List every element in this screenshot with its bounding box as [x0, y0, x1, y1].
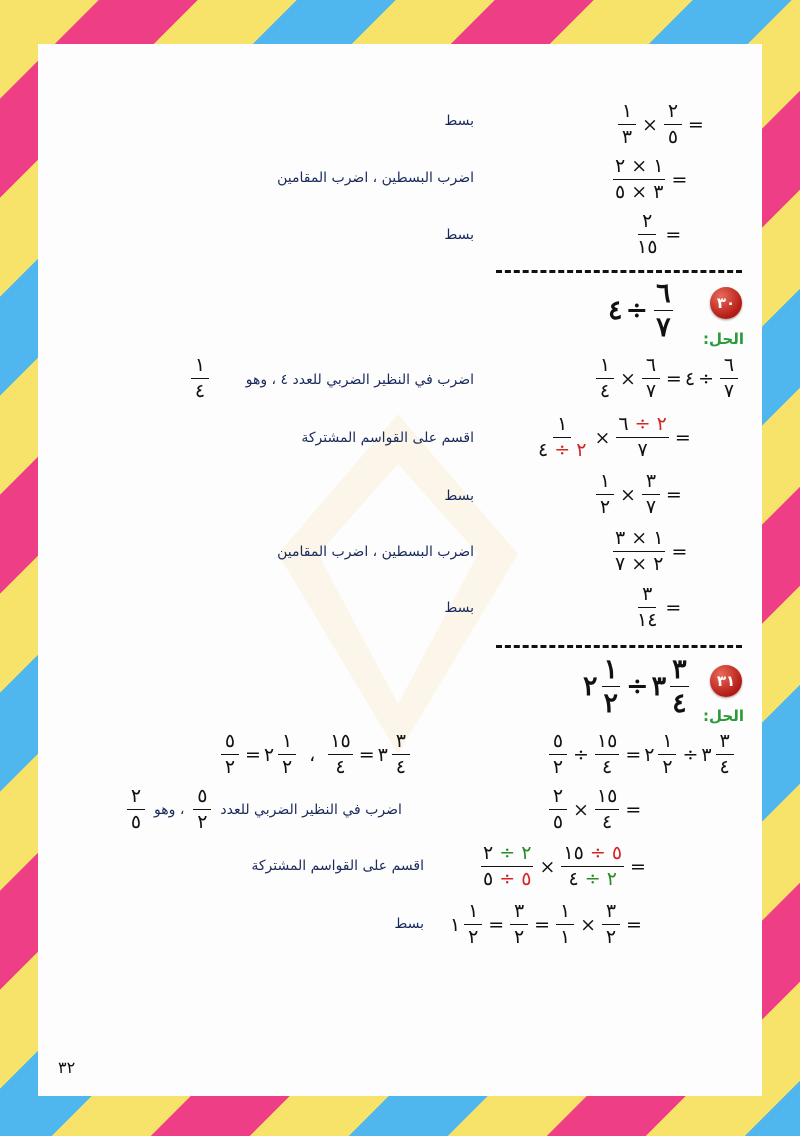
fraction: $\frac{١٥}{٤}$ [596, 785, 618, 833]
fraction: $\frac{١}{٤}$ [191, 356, 209, 401]
q31-row1-side-equation: $\frac{٥}{٢}$ = ٢ $\frac{١}{٢}$ ، $\frac{١٥}{٤}$ = ٣ $\frac{٣}{٤}$ [218, 732, 413, 777]
fraction: $\frac{١}{٢ \div ٤}$ [538, 413, 587, 461]
q30-row4-note: اضرب البسطين ، اضرب المقامين [277, 544, 474, 560]
fraction: $\frac{١ \times ٢}{٣ \times ٥}$ [615, 155, 664, 203]
q30-row1-note: اضرب في النظير الضربي للعدد ٤ ، وهو [245, 372, 474, 388]
fraction: $\frac{٣}{٤}$ [716, 732, 734, 777]
top-row1-equation: $\frac{١}{٣}$ × $\frac{٢}{٥}$ = [615, 102, 707, 147]
fraction: $\frac{١}{٤}$ [596, 356, 614, 401]
fraction: $\frac{٢ \div ٦}{٧}$ [618, 413, 667, 461]
top-row2-equation: $\frac{١ \times ٢}{٣ \times ٥}$ = [615, 155, 688, 203]
fraction: $\frac{١٥}{٤}$ [330, 730, 351, 778]
q30-row2-note: اقسم على القواسم المشتركة [301, 430, 474, 446]
fraction: $\frac{٣}{١٤}$ [637, 583, 658, 631]
q31-row1-equation: $\frac{٥}{٢}$ ÷ $\frac{١٥}{٤}$ = ٢ $\frac{١}{٢}$ ÷ ٣ $\frac{٣}{٤}$ [546, 732, 737, 777]
question-30-title: ٤ ÷ $\frac{٦}{٧}$ [608, 278, 671, 343]
fraction: $\frac{٣}{٤}$ [392, 732, 410, 777]
question-30-solution-label: الحل: [703, 330, 744, 348]
fraction: $\frac{٥}{٢}$ [221, 732, 239, 777]
fraction: $\frac{٢}{١٥}$ [637, 210, 658, 258]
fraction: $\frac{٦}{٧}$ [656, 278, 671, 343]
fraction: $\frac{٥}{٢}$ [193, 787, 211, 832]
q30-row1-note-fraction [188, 356, 212, 401]
q30-row1-equation: $\frac{١}{٤}$ × $\frac{٦}{٧}$ = ٤ ÷ $\frac{٦}{٧}$ [593, 356, 741, 401]
fraction: $\frac{١}{٢}$ [596, 472, 614, 517]
fraction: $\frac{١}{٢}$ [464, 902, 482, 947]
top-row3-equation: $\frac{٢}{١٥}$ = [637, 210, 682, 258]
question-31-solution-label: الحل: [703, 707, 744, 725]
fraction: $\frac{٢}{٥}$ [127, 787, 145, 832]
fraction: $\frac{٢}{٥}$ [664, 102, 682, 147]
q30-row3-note: بسط [444, 488, 474, 504]
top-row1-note: بسط [444, 113, 474, 129]
q31-row2-note: $\frac{٢}{٥}$ ، وهو $\frac{٥}{٢}$ اضرب في النظير الضربي للعدد [124, 787, 402, 832]
page-number: ٣٢ [58, 1058, 76, 1077]
fraction: $\frac{٥ \div ١٥}{٢ \div ٤}$ [563, 842, 623, 890]
question-31-badge: ٣١ [710, 665, 742, 697]
q31-row3-equation: $\frac{٢ \div ٢}{٥ \div ٥}$ × $\frac{٥ \div ١٥}{٢ \div ٤}$ = [483, 842, 646, 890]
q30-row5-note: بسط [444, 600, 474, 616]
q30-row4-equation: $\frac{١ \times ٣}{٢ \times ٧}$ = [615, 527, 688, 575]
q30-row3-equation: $\frac{١}{٢}$ × $\frac{٣}{٧}$ = [593, 472, 685, 517]
fraction: $\frac{٣}{٤}$ [672, 654, 687, 719]
q31-row4-note: بسط [394, 916, 424, 932]
book-watermark-icon [268, 404, 528, 764]
fraction: $\frac{٣}{٧}$ [642, 472, 660, 517]
q31-row3-note: اقسم على القواسم المشتركة [251, 858, 424, 874]
fraction: $\frac{١٥}{٤}$ [596, 730, 618, 778]
fraction: $\frac{٢ \div ٢}{٥ \div ٥}$ [483, 842, 532, 890]
fraction: $\frac{٦}{٧}$ [642, 356, 660, 401]
fraction: $\frac{١}{٢}$ [658, 732, 676, 777]
section-divider [496, 645, 742, 648]
fraction: $\frac{٥}{٢}$ [549, 732, 567, 777]
fraction: $\frac{٦}{٧}$ [720, 356, 738, 401]
question-31-title: ٢ $\frac{١}{٢}$ ÷ ٣ $\frac{٣}{٤}$ [583, 654, 687, 719]
top-row2-note: اضرب البسطين ، اضرب المقامين [277, 170, 474, 186]
worksheet-page [38, 44, 762, 1096]
fraction: $\frac{٢}{٥}$ [549, 787, 567, 832]
fraction: $\frac{١ \times ٣}{٢ \times ٧}$ [615, 527, 664, 575]
fraction: $\frac{١}{٢}$ [278, 732, 296, 777]
fraction: $\frac{٣}{٢}$ [510, 902, 528, 947]
q30-row5-equation: $\frac{٣}{١٤}$ = [637, 583, 682, 631]
question-30-badge: ٣٠ [710, 287, 742, 319]
fraction: $\frac{١}{٢}$ [603, 654, 619, 719]
fraction: $\frac{١}{١}$ [556, 902, 574, 947]
q30-row2-equation: $\frac{١}{٢ \div ٤}$ × $\frac{٢ \div ٦}{٧}$ = [538, 413, 691, 461]
q31-row2-equation: $\frac{٢}{٥}$ × $\frac{١٥}{٤}$ = [546, 787, 644, 832]
fraction: $\frac{٣}{٢}$ [602, 902, 620, 947]
fraction: $\frac{١}{٣}$ [618, 102, 636, 147]
section-divider [496, 270, 742, 273]
q31-row4-equation: ١ $\frac{١}{٢}$ = $\frac{٣}{٢}$ = $\frac{١}{١}$ × $\frac{٣}{٢}$ = [450, 900, 642, 948]
top-row3-note: بسط [444, 227, 474, 243]
